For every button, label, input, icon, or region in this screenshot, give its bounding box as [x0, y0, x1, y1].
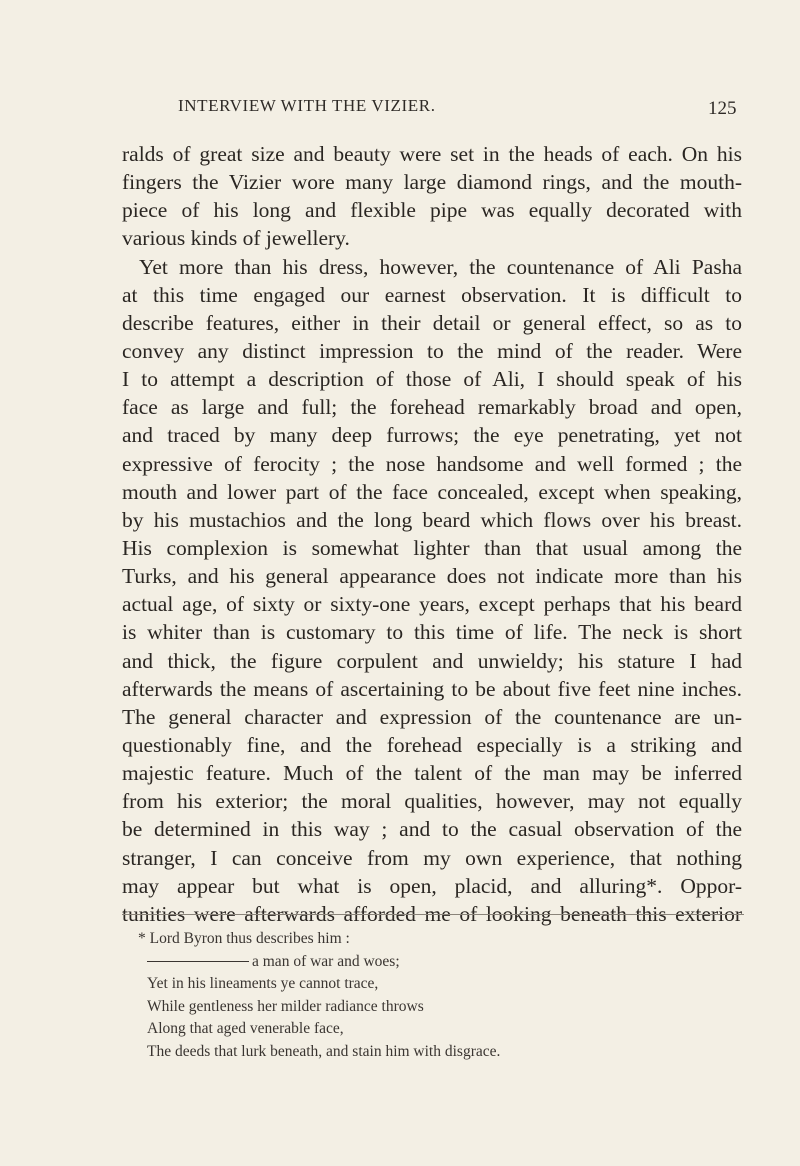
- footnote-verse-line: Along that aged venerable face,: [147, 1020, 344, 1037]
- running-head: INTERVIEW WITH THE VIZIER.: [178, 96, 436, 115]
- body-line: face as large and full; the forehead remarkably broad and open,: [122, 395, 742, 420]
- body-text: [122, 140, 742, 928]
- body-line: mouth and lower part of the face concealed, except when speaking,: [122, 479, 742, 504]
- body-line: fingers the Vizier wore many large diamond rings, and the mouth-: [122, 170, 742, 195]
- page-number: 125: [708, 98, 737, 119]
- body-line: expressive of ferocity ; the nose handsome and well formed ; the: [122, 451, 742, 476]
- body-line: stranger, I can conceive from my own experience, that nothing: [122, 845, 742, 870]
- body-line: is whiter than is customary to this time of life. The neck is short: [122, 620, 742, 645]
- body-line: Turks, and his general appearance does not indicate more than his: [122, 564, 742, 589]
- body-line: tunities were afterwards afforded me of looking beneath this exterior: [122, 901, 742, 926]
- body-line: and thick, the figure corpulent and unwieldy; his stature I had: [122, 648, 742, 673]
- body-line: piece of his long and flexible pipe was equally decorated with: [122, 198, 742, 223]
- footnote-verse-line: While gentleness her milder radiance throws: [147, 997, 424, 1015]
- footnote: [122, 928, 742, 1063]
- body-line: The general character and expression of the countenance are un-: [122, 704, 742, 729]
- body-line: describe features, either in their detail or general effect, so as to: [122, 310, 742, 335]
- body-line: His complexion is somewhat lighter than that usual among the: [122, 535, 742, 560]
- footnote-verse-line: The deeds that lurk beneath, and stain him with disgrace.: [147, 1042, 501, 1060]
- body-line: ralds of great size and beauty were set in the heads of each. On his: [122, 142, 742, 166]
- footnote-quote-first-line: [122, 951, 742, 974]
- body-line: actual age, of sixty or sixty-one years, except perhaps that his beard: [122, 592, 742, 617]
- body-line: convey any distinct impression to the mind of the reader. Were: [122, 338, 742, 363]
- footnote-quote-text: a man of war and woes;: [252, 952, 400, 970]
- quote-dash-rule: [147, 961, 249, 962]
- footnote-intro: * Lord Byron thus describes him :: [138, 930, 350, 947]
- body-line: afterwards the means of ascertaining to be about five feet nine inches.: [122, 676, 742, 701]
- body-line: at this time engaged our earnest observation. It is difficult to: [122, 282, 742, 307]
- footnote-verse-line: Yet in his lineaments ye cannot trace,: [147, 975, 379, 992]
- body-line: I to attempt a description of those of Ali, I should speak of his: [122, 367, 742, 392]
- body-line: by his mustachios and the long beard which flows over his breast.: [122, 507, 742, 532]
- footnote-divider: [122, 914, 744, 915]
- body-line: Yet more than his dress, however, the countenance of Ali Pasha: [139, 254, 742, 279]
- body-line: various kinds of jewellery.: [122, 226, 350, 251]
- body-line: be determined in this way ; and to the casual observation of the: [122, 817, 742, 842]
- page-header: [0, 96, 800, 126]
- body-line: may appear but what is open, placid, and alluring*. Oppor-: [122, 873, 742, 898]
- body-line: majestic feature. Much of the talent of the man may be inferred: [122, 761, 742, 786]
- body-line: from his exterior; the moral qualities, however, may not equally: [122, 789, 742, 814]
- body-line: and traced by many deep furrows; the eye penetrating, yet not: [122, 423, 742, 448]
- body-line: questionably fine, and the forehead especially is a striking and: [122, 732, 742, 757]
